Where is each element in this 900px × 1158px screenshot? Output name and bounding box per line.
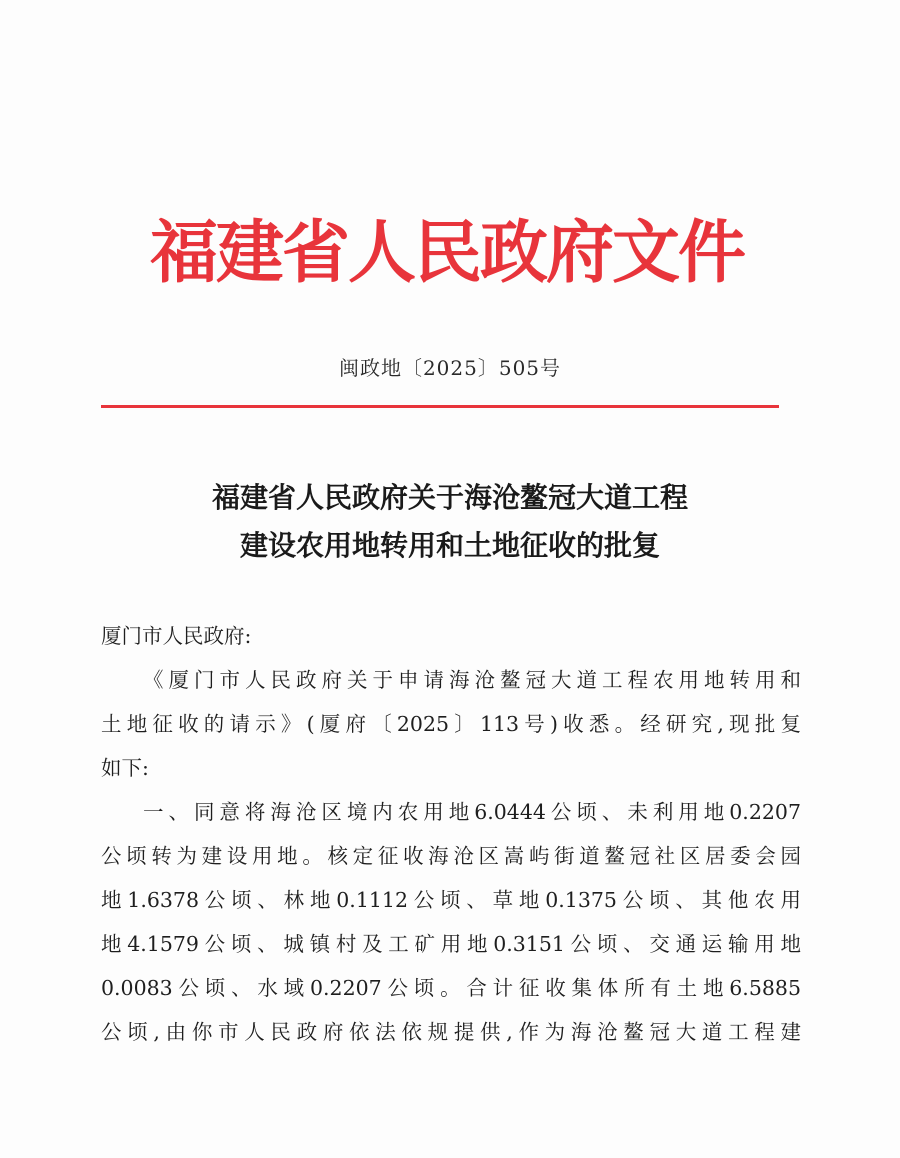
paragraph-line: 如下:	[101, 756, 149, 780]
document-body	[101, 614, 801, 1054]
paragraph-line: 《厦门市人民政府关于申请海沧鳌冠大道工程农用地转用和	[143, 668, 801, 692]
paragraph-line: 公顷,由你市人民政府依法依规提供,作为海沧鳌冠大道工程建	[101, 1020, 801, 1044]
document-title-line: 建设农用地转用和土地征收的批复	[239, 529, 660, 562]
document-title-line: 福建省人民政府关于海沧鳌冠大道工程	[211, 481, 688, 514]
red-divider-line	[101, 405, 779, 408]
paragraph-line: 地4.1579公顷、城镇村及工矿用地0.3151公顷、交通运输用地	[101, 932, 801, 956]
paragraph-line: 土地征收的请示》(厦府〔2025〕113号)收悉。经研究,现批复	[101, 712, 801, 736]
paragraph-line: 0.0083公顷、水域0.2207公顷。合计征收集体所有土地6.5885	[101, 976, 801, 1000]
document-title	[0, 474, 900, 570]
issuing-authority-header: 福建省人民政府文件	[150, 213, 745, 293]
paragraph-line: 地1.6378公顷、林地0.1112公顷、草地0.1375公顷、其他农用	[101, 888, 801, 912]
paragraph-line: 公顷转为建设用地。核定征收海沧区嵩屿街道鳌冠社区居委会园	[101, 844, 801, 868]
salutation: 厦门市人民政府:	[101, 624, 252, 648]
document-number: 闽政地〔2025〕505号	[338, 356, 562, 380]
paragraph-line: 一、同意将海沧区境内农用地6.0444公顷、未利用地0.2207	[143, 800, 801, 824]
